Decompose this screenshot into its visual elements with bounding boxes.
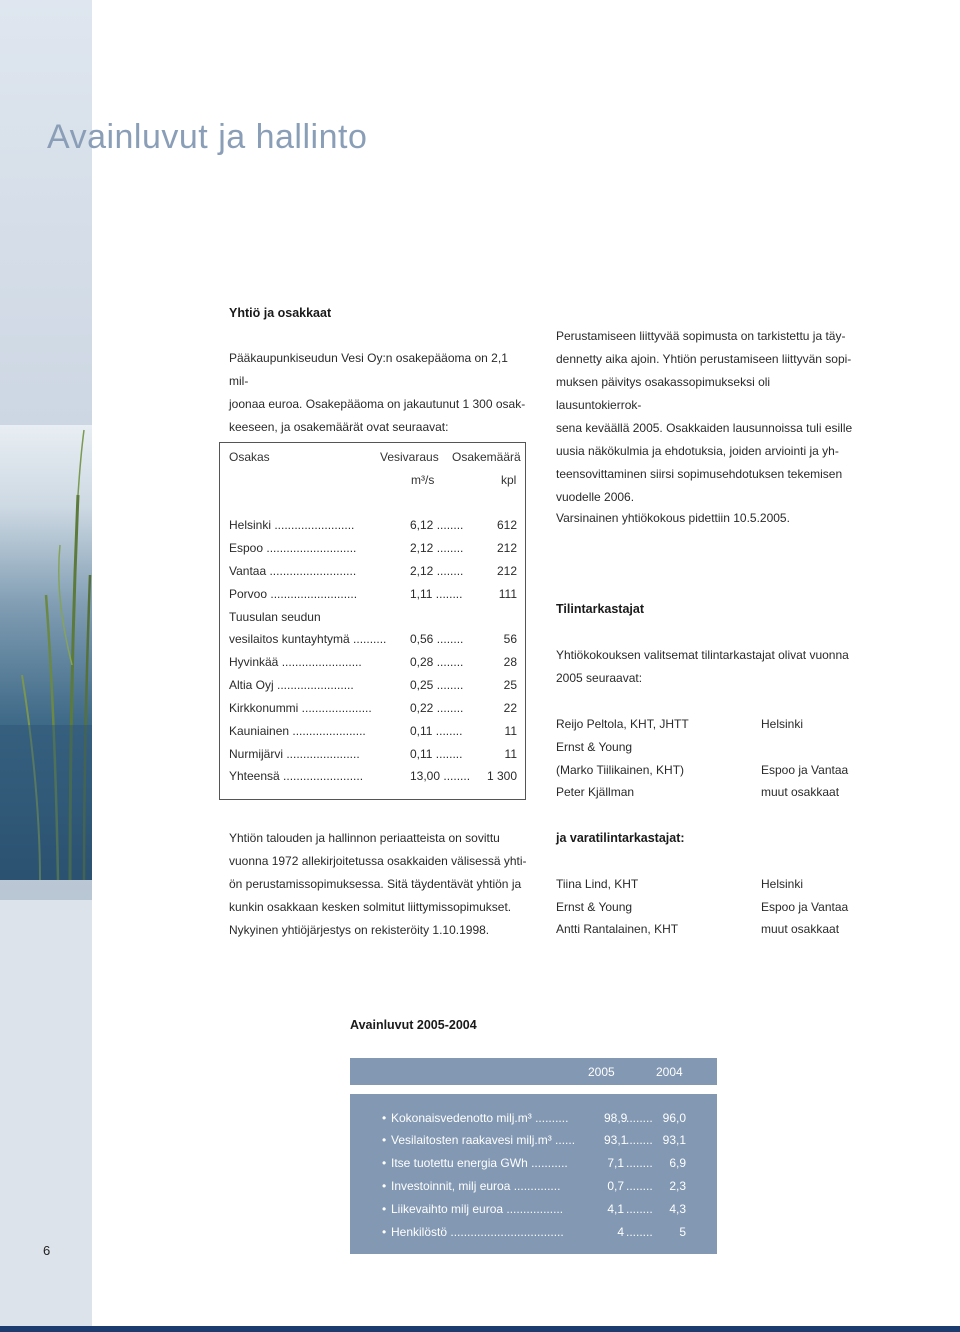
agm-note: Varsinainen yhtiökokous pidettiin 10.5.2005. (556, 511, 790, 525)
company-intro-line: keeseen, ja osakemäärät ovat seuraavat: (229, 420, 449, 434)
auditors-heading: Tilintarkastajat (556, 602, 645, 616)
table-row: Hyvinkää ........................ 0,28 ........ 28 (229, 655, 517, 669)
bullet-icon: • (382, 1111, 387, 1125)
table-row: Nurmijärvi ...................... 0,11 ........ 11 (229, 747, 517, 761)
key-figure-row: • Itse tuotettu energia GWh ........... 7,1 ........ 6,9 (382, 1156, 686, 1170)
year-2004-label: 2004 (656, 1065, 683, 1079)
table-row: Helsinki ........................ 6,12 ........ 612 (229, 518, 517, 532)
founding-line: sena keväällä 2005. Osakkaiden lausunnoissa tuli esille (556, 421, 853, 435)
auditor-name: (Marko Tiilikainen, KHT) (556, 763, 685, 777)
table-row: Tuusulan seudun (229, 610, 321, 624)
auditors-intro (556, 644, 856, 690)
bullet-icon: • (382, 1202, 387, 1216)
deputy-auditor-name: Tiina Lind, KHT (556, 877, 639, 891)
table-row: Yhteensä ........................ 13,00 ........ 1 300 (229, 769, 517, 783)
founding-line: dennetty aika ajoin. Yhtiön perustamiseen liittyvän sopi- (556, 352, 852, 366)
auditor-name: Reijo Peltola, KHT, JHTT (556, 717, 689, 731)
deputy-auditor-name: Ernst & Young (556, 900, 633, 914)
col-owner-header: Osakas (229, 450, 270, 464)
table-row: Porvoo .......................... 1,11 ........ 111 (229, 587, 517, 601)
history-paragraph (229, 827, 529, 942)
deputy-auditors-heading: ja varatilintarkastajat: (556, 831, 685, 845)
col-shares-header: Osakemäärä (452, 450, 521, 464)
bullet-icon: • (382, 1179, 387, 1193)
founding-paragraph (556, 325, 856, 509)
key-figure-row: • Liikevaihto milj euroa ................. 4,1 ........ 4,3 (382, 1202, 686, 1216)
table-row: Kauniainen ...................... 0,11 ........ 11 (229, 724, 517, 738)
year-2005-label: 2005 (588, 1065, 615, 1079)
company-heading: Yhtiö ja osakkaat (229, 306, 332, 320)
history-line: vuonna 1972 allekirjoitetussa osakkaiden välisessä yhti- (229, 854, 527, 868)
table-row: Espoo ........................... 2,12 ........ 212 (229, 541, 517, 555)
founding-line: uusia näkökulmia ja ehdotuksia, joiden arviointi ja yh- (556, 444, 839, 458)
table-row: Vantaa .......................... 2,12 ........ 212 (229, 564, 517, 578)
founding-line: muksen päivitys osakassopimukseksi oli lausuntokierrok- (556, 375, 771, 412)
auditor-name: Peter Kjällman (556, 785, 635, 799)
col-reserve-unit: m³/s (411, 473, 435, 487)
key-figure-row: • Vesilaitosten raakavesi milj.m³ ...... 93,1 ........ 93,1 (382, 1133, 686, 1147)
history-line: Yhtiön talouden ja hallinnon periaatteista on sovittu (229, 831, 500, 845)
auditors-intro-line: 2005 seuraavat: (556, 671, 643, 685)
bottom-rule (0, 1326, 960, 1332)
reed-illustration (0, 425, 92, 880)
founding-line: Perustamiseen liittyvää sopimusta on tarkistettu ja täy- (556, 329, 846, 343)
history-line: Nykyinen yhtiöjärjestys on rekisteröity 1.10.1998. (229, 923, 490, 937)
table-row: vesilaitos kuntayhtymä .......... 0,56 ........ 56 (229, 632, 517, 646)
key-figures-heading: Avainluvut 2005-2004 (350, 1018, 477, 1032)
table-row: Altia Oyj ....................... 0,25 ........ 25 (229, 678, 517, 692)
deputy-auditor-name: Antti Rantalainen, KHT (556, 922, 679, 936)
key-figure-row: • Investoinnit, milj euroa .............. 0,7 ........ 2,3 (382, 1179, 686, 1193)
deputy-auditor-place: Espoo ja Vantaa (761, 900, 849, 914)
company-intro-line: Pääkaupunkiseudun Vesi Oy:n osakepääoma on 2,1 mil- (229, 351, 508, 388)
auditors-intro-line: Yhtiökokouksen valitsemat tilintarkastajat olivat vuonna (556, 648, 849, 662)
company-intro-line: joonaa euroa. Osakepääoma on jakautunut 1 300 osak- (229, 397, 526, 411)
founding-line: teensovittaminen siirsi sopimusehdotuksen tekemisen (556, 467, 843, 481)
history-line: kunkin osakkaan kesken solmitut liittymissopimukset. (229, 900, 512, 914)
table-row: Kirkkonummi ..................... 0,22 ........ 22 (229, 701, 517, 715)
company-intro (229, 347, 529, 439)
deputy-auditor-place: Helsinki (761, 877, 804, 891)
history-line: ön perustamissopimuksessa. Sitä täydentävät yhtiön ja (229, 877, 522, 891)
bullet-icon: • (382, 1133, 387, 1147)
deputy-auditor-place: muut osakkaat (761, 922, 840, 936)
page-title: Avainluvut ja hallinto (47, 118, 368, 156)
bullet-icon: • (382, 1225, 387, 1239)
lake-reed-photo (0, 425, 92, 880)
auditor-place: Espoo ja Vantaa (761, 763, 849, 777)
col-shares-unit: kpl (501, 473, 517, 487)
bullet-icon: • (382, 1156, 387, 1170)
key-figure-row: • Kokonaisvedenotto milj.m³ .......... 98,9 ........ 96,0 (382, 1111, 686, 1125)
founding-line: vuodelle 2006. (556, 490, 635, 504)
key-figures-year-header (350, 1058, 717, 1085)
auditor-name: Ernst & Young (556, 740, 633, 754)
page-number: 6 (43, 1243, 51, 1258)
auditor-place: Helsinki (761, 717, 804, 731)
auditor-place: muut osakkaat (761, 785, 840, 799)
col-reserve-header: Vesivaraus (380, 450, 439, 464)
key-figure-row: • Henkilöstö .................................. 4 ........ 5 (382, 1225, 686, 1239)
